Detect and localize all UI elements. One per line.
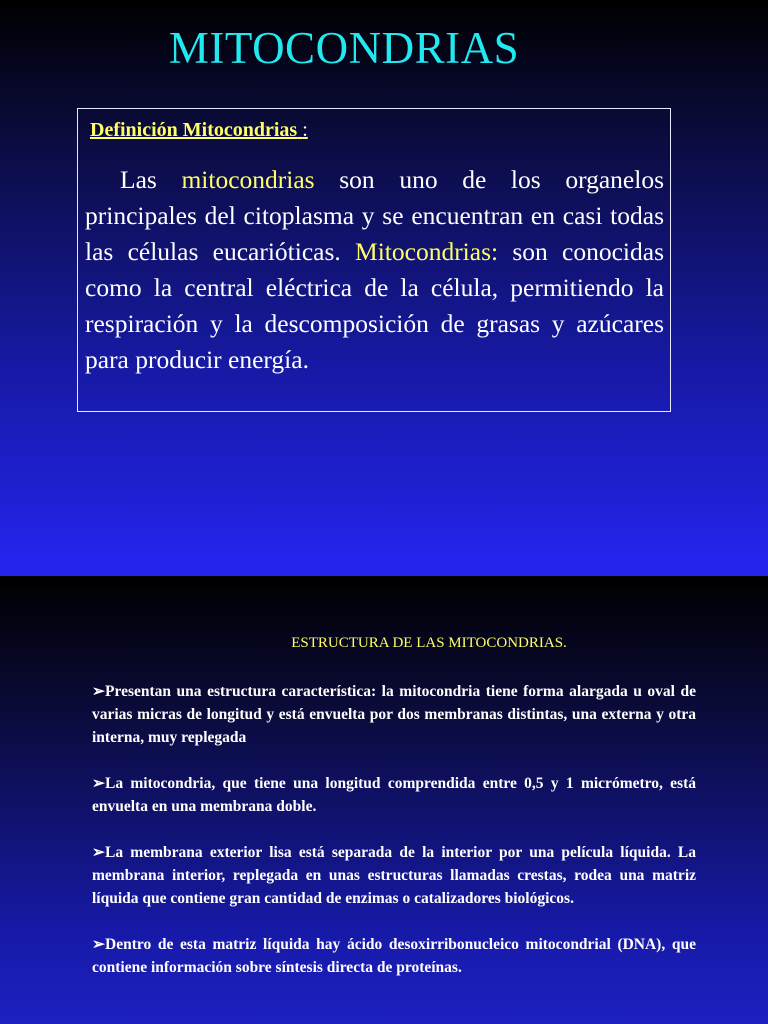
para-text-3: son conocidas como la central eléctrica de la célula, permitiendo la respiración y la descomposición de grasas y azúcares para producir energía. xyxy=(85,237,665,374)
bullet-item xyxy=(92,772,696,818)
definition-heading xyxy=(90,117,308,143)
bullet-item xyxy=(92,841,696,910)
bullet-text: La membrana exterior lisa está separada de la interior por una película líquida. La membrana interior, replegada en unas estructuras llamadas crestas, rodea una matriz líquida que contiene gran cantidad de enzimas o catalizadores biológicos. xyxy=(92,844,696,907)
definition-heading-text: Definición Mitocondrias xyxy=(90,119,298,141)
slide-title: ESTRUCTURA DE LAS MITOCONDRIAS. xyxy=(291,635,567,651)
arrow-bullet-icon: ➢ xyxy=(92,844,105,861)
slide-estructura xyxy=(0,576,768,1024)
arrow-bullet-icon: ➢ xyxy=(92,683,105,700)
para-text-2: son uno de los organelos principales del citoplasma y se encuentran en casi todas las células eucarióticas. xyxy=(85,165,664,266)
arrow-bullet-icon: ➢ xyxy=(92,936,105,953)
bullet-text: Dentro de esta matriz líquida hay ácido desoxirribonucleico mitocondrial (DNA), que contiene información sobre síntesis directa de proteínas. xyxy=(92,936,696,976)
bullet-item xyxy=(92,680,696,749)
bullet-text: La mitocondria, que tiene una longitud comprendida entre 0,5 y 1 micrómetro, está envuelta en una membrana doble. xyxy=(92,775,696,815)
definition-box xyxy=(77,108,671,412)
bullet-list xyxy=(92,680,696,1002)
para-text-1: Las xyxy=(120,165,182,194)
para-highlight-mitocondrias: mitocondrias xyxy=(181,165,315,194)
bullet-item xyxy=(92,933,696,979)
bullet-text: Presentan una estructura característica: la mitocondria tiene forma alargada u oval de varias micras de longitud y está envuelta por dos membranas distintas, una externa y otra interna, muy replegada xyxy=(92,683,696,746)
arrow-bullet-icon: ➢ xyxy=(92,775,105,792)
definition-paragraph xyxy=(85,162,664,378)
definition-heading-colon: : xyxy=(302,119,308,141)
para-highlight-mitocondrias-colon: Mitocondrias: xyxy=(355,237,499,266)
slide-title: MITOCONDRIAS xyxy=(168,23,520,73)
